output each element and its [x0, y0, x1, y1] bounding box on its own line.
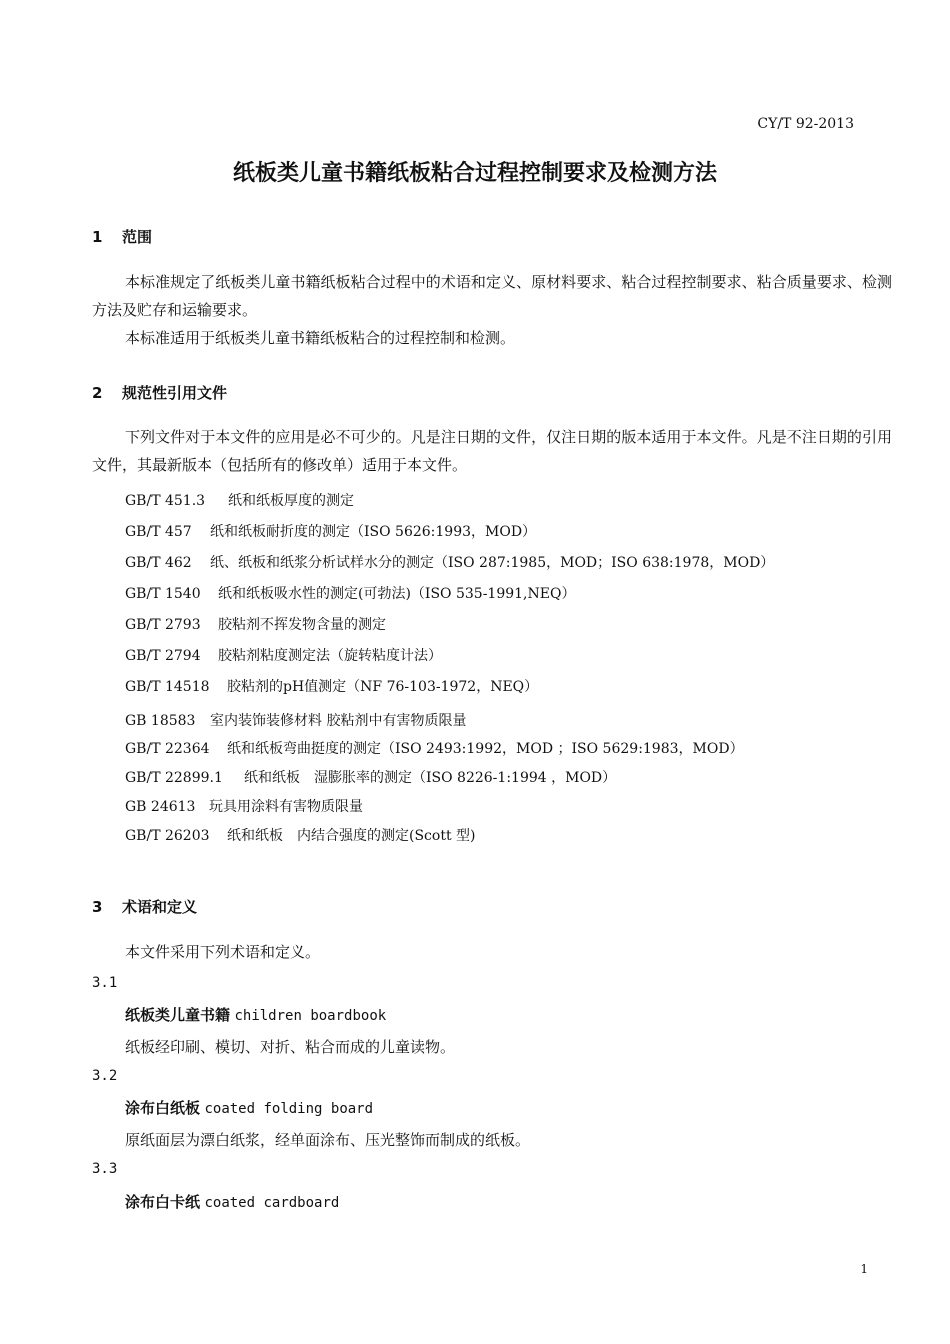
section-number: 2	[92, 384, 103, 402]
reference-code: GB/T 26203	[125, 828, 210, 844]
reference-title: 玩具用涂料有害物质限量	[209, 799, 363, 815]
reference-item	[125, 614, 386, 634]
reference-item	[125, 521, 536, 541]
term-number: 3.3	[92, 1161, 118, 1177]
document-title: 纸板类儿童书籍纸板粘合过程控制要求及检测方法	[232, 161, 717, 186]
reference-title: 纸和纸板 内结合强度的测定(Scott 型)	[227, 828, 476, 844]
term-definition: 纸板经印刷、模切、对折、粘合而成的儿童读物。	[125, 1038, 456, 1056]
reference-item	[125, 710, 466, 730]
reference-item	[125, 767, 616, 787]
reference-code: GB/T 2794	[125, 648, 201, 664]
reference-code: GB/T 1540	[125, 586, 201, 602]
reference-title: 胶粘剂不挥发物含量的测定	[218, 617, 386, 633]
reference-item	[125, 738, 744, 758]
section-heading-3	[92, 896, 197, 917]
section-heading-2	[92, 382, 227, 403]
paragraph: 本标准适用于纸板类儿童书籍纸板粘合的过程控制和检测。	[125, 329, 516, 347]
section-title: 术语和定义	[122, 898, 198, 916]
paragraph: 本标准规定了纸板类儿童书籍纸板粘合过程中的术语和定义、原材料要求、粘合过程控制要求、粘合质量要求、检测方法及贮存和运输要求。	[92, 273, 892, 319]
section-number: 1	[92, 228, 103, 246]
reference-code: GB/T 22364	[125, 741, 210, 757]
reference-code: GB/T 457	[125, 524, 192, 540]
reference-item	[125, 796, 363, 816]
paragraph: 下列文件对于本文件的应用是必不可少的。凡是注日期的文件，仅注日期的版本适用于本文件。凡是不注日期的引用文件，其最新版本（包括所有的修改单）适用于本文件。	[92, 428, 892, 474]
section-number: 3	[92, 898, 103, 916]
reference-code: GB/T 451.3	[125, 493, 206, 509]
section-title: 范围	[122, 228, 153, 246]
section-title: 规范性引用文件	[122, 384, 228, 402]
term-number: 3.2	[92, 1068, 118, 1084]
term-entry	[125, 1097, 373, 1118]
reference-code: GB 18583	[125, 713, 196, 729]
section-heading-1	[92, 226, 152, 247]
reference-title: 胶粘剂粘度测定法（旋转粘度计法）	[218, 648, 442, 664]
reference-code: GB/T 22899.1	[125, 770, 223, 786]
reference-title: 室内装饰装修材料 胶粘剂中有害物质限量	[210, 713, 467, 729]
term-number: 3.1	[92, 975, 118, 991]
term-english: coated folding board	[204, 1101, 374, 1117]
term-entry	[125, 1004, 386, 1025]
term-chinese: 涂布白纸板	[125, 1099, 201, 1117]
page-number: 1	[860, 1262, 868, 1276]
reference-item	[125, 825, 476, 845]
reference-title: 纸、纸板和纸浆分析试样水分的测定（ISO 287:1985，MOD；ISO 638:1978，MOD）	[210, 555, 775, 571]
reference-title: 纸和纸板吸水性的测定(可勃法)（ISO 535-1991,NEQ）	[218, 586, 576, 602]
term-english: children boardbook	[234, 1008, 387, 1024]
reference-item	[125, 676, 538, 696]
term-chinese: 涂布白卡纸	[125, 1193, 201, 1211]
reference-code: GB/T 2793	[125, 617, 201, 633]
paragraph: 本文件采用下列术语和定义。	[125, 943, 321, 961]
reference-item	[125, 583, 575, 603]
document-number: CY/T 92-2013	[757, 116, 854, 132]
reference-title: 胶粘剂的pH值测定（NF 76-103-1972，NEQ）	[227, 679, 539, 695]
term-chinese: 纸板类儿童书籍	[125, 1006, 231, 1024]
reference-code: GB 24613	[125, 799, 196, 815]
reference-title: 纸和纸板 湿膨胀率的测定（ISO 8226-1:1994 ，MOD）	[244, 770, 617, 786]
reference-title: 纸和纸板弯曲挺度的测定（ISO 2493:1992，MOD ；ISO 5629:1983，MOD）	[227, 741, 744, 757]
reference-item	[125, 645, 442, 665]
term-definition: 原纸面层为漂白纸浆，经单面涂布、压光整饰而制成的纸板。	[125, 1131, 531, 1149]
reference-item	[125, 490, 354, 510]
reference-item	[125, 552, 774, 572]
reference-code: GB/T 462	[125, 555, 192, 571]
reference-code: GB/T 14518	[125, 679, 210, 695]
term-english: coated cardboard	[204, 1195, 340, 1211]
section-1-body	[92, 268, 892, 352]
section-2-body	[92, 423, 892, 479]
term-entry	[125, 1191, 339, 1212]
reference-title: 纸和纸板耐折度的测定（ISO 5626:1993，MOD）	[210, 524, 537, 540]
reference-title: 纸和纸板厚度的测定	[228, 493, 354, 509]
